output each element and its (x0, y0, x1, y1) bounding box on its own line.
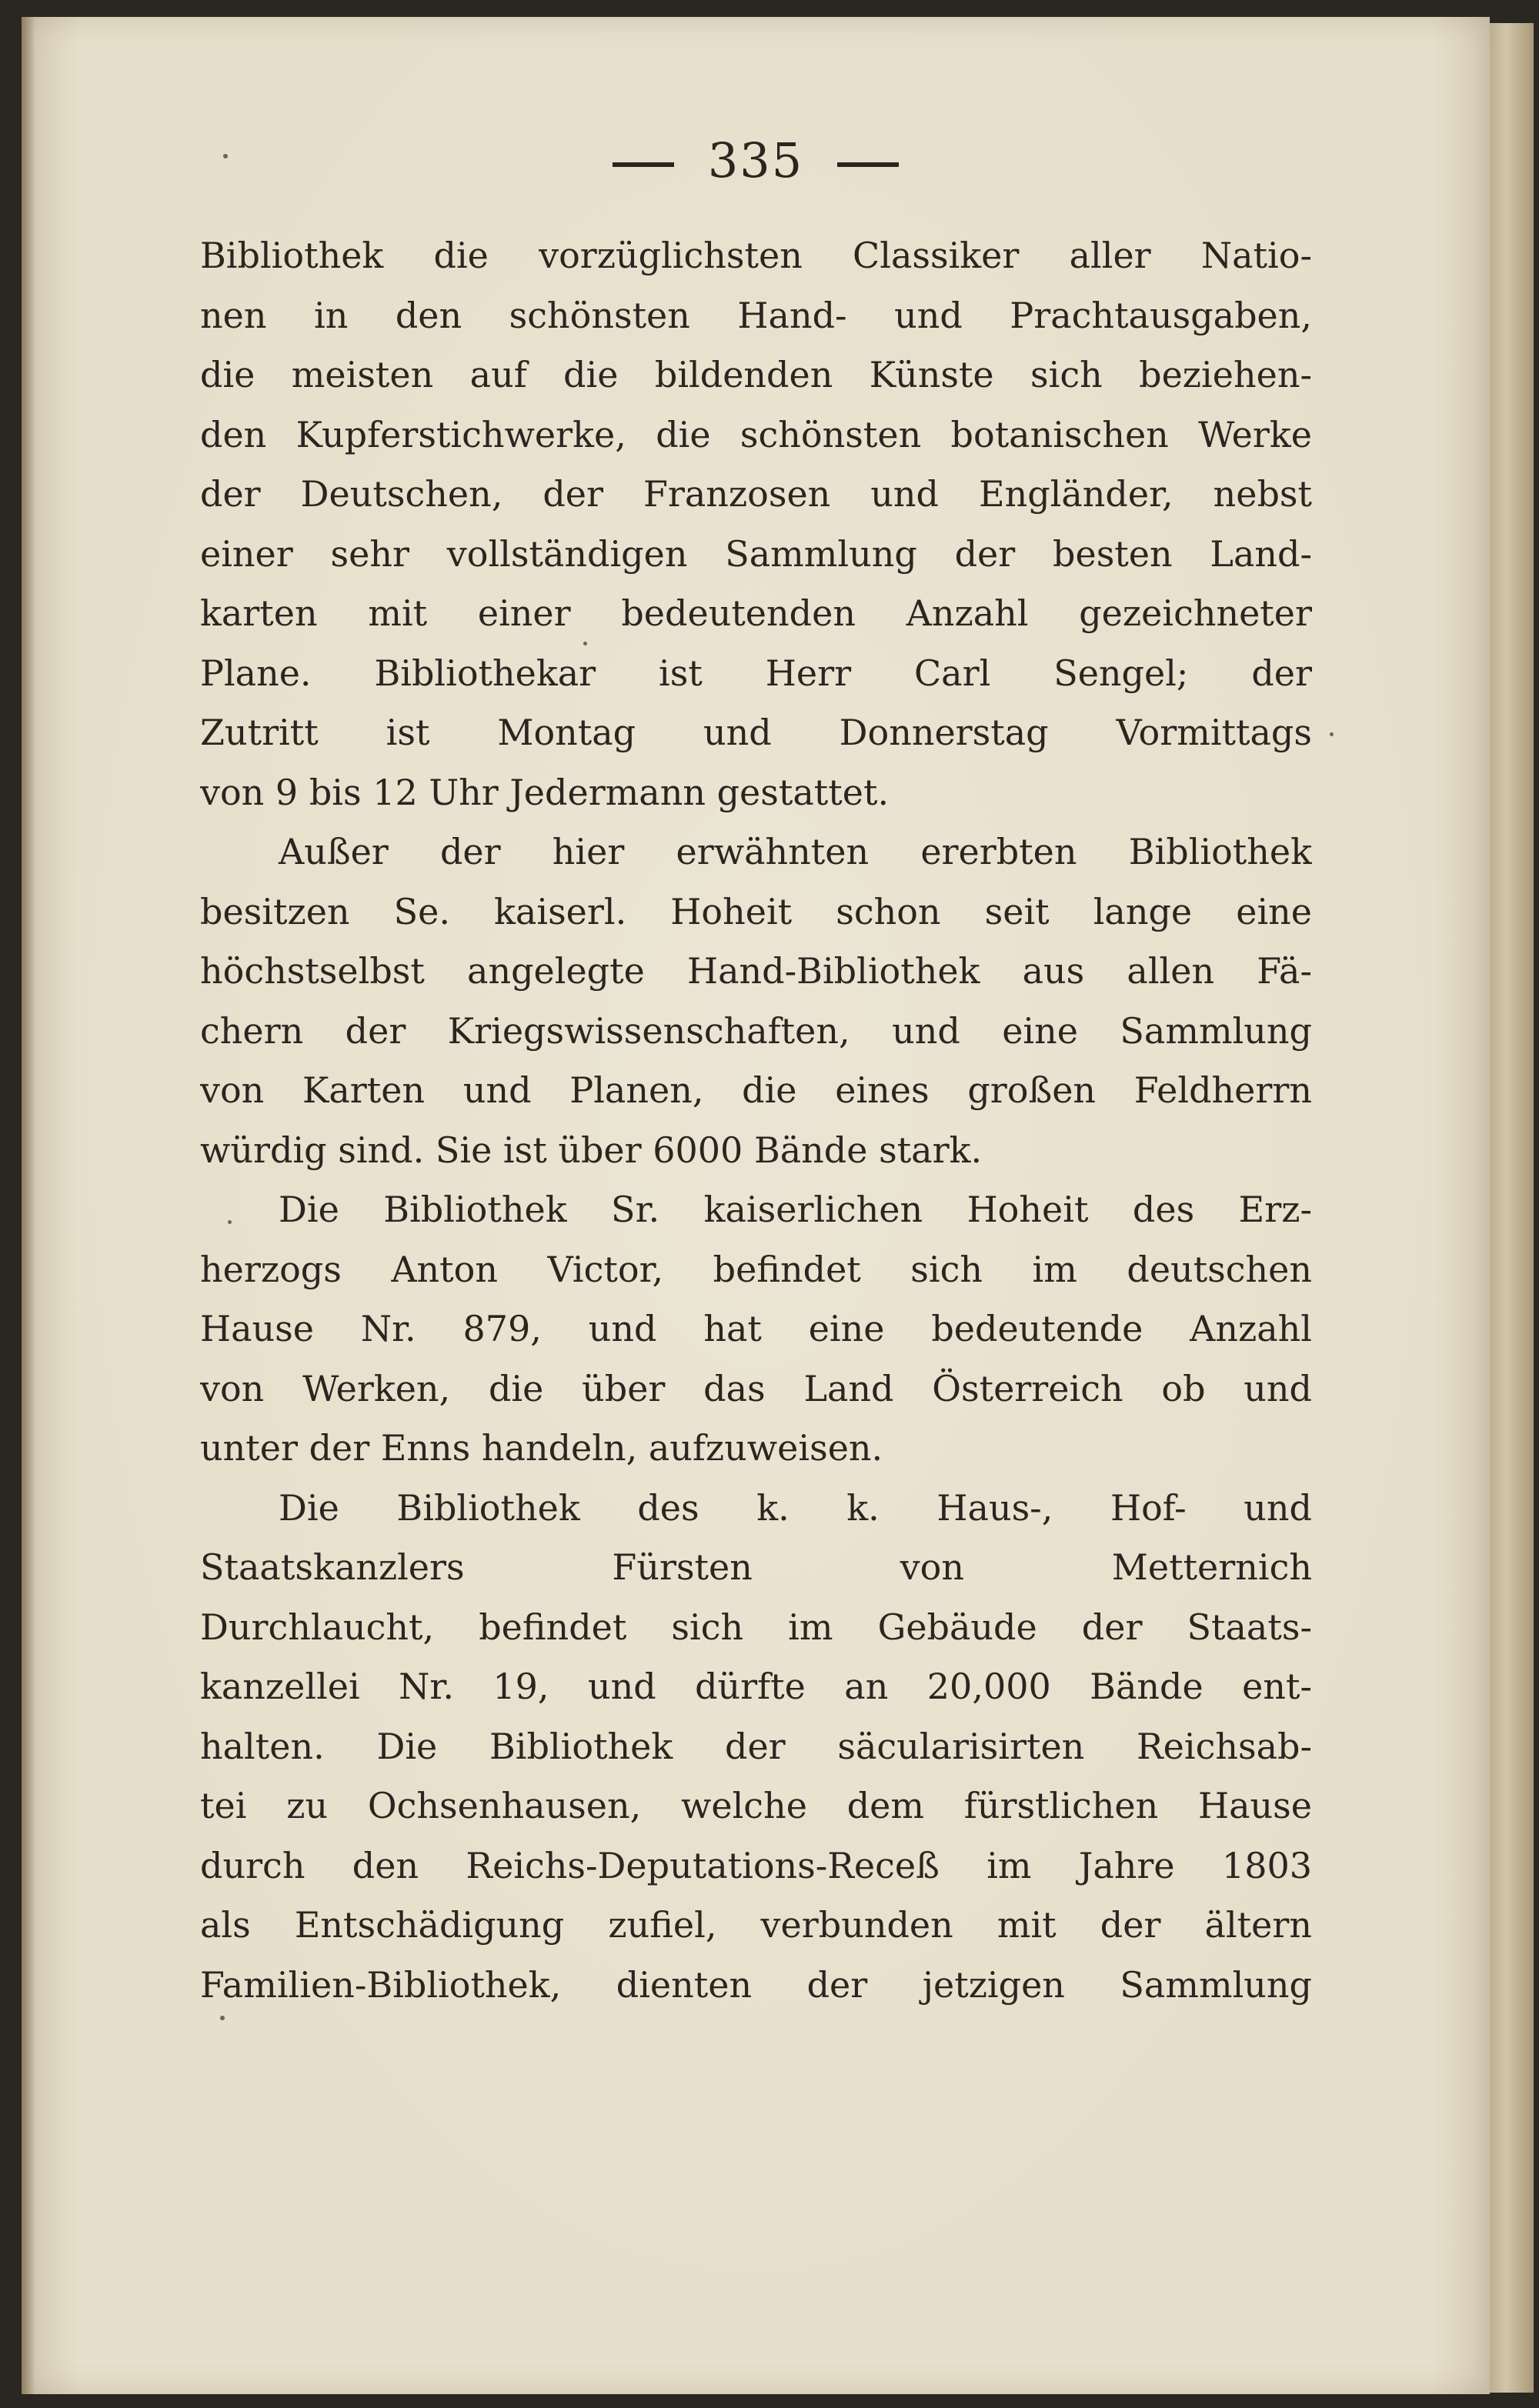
page-header (22, 132, 1490, 188)
text-line: würdig sind. Sie ist über 6000 Bände stark. (200, 1129, 983, 1171)
paper-speck (220, 2016, 225, 2020)
text-line: von 9 bis 12 Uhr Jedermann gestattet. (200, 771, 890, 813)
text-line: von Karten und Planen, die eines großen Feldherrn (200, 1069, 1312, 1111)
binding-gutter (22, 17, 35, 2394)
text-line: Bibliothek die vorzüglichsten Classiker aller Natio- (200, 235, 1312, 276)
text-line: der Deutschen, der Franzosen und Engländer, nebst (200, 473, 1312, 515)
page-number: 335 (707, 132, 804, 188)
paper-speck (583, 642, 587, 645)
text-line: chern der Kriegswissenschaften, und eine Sammlung (200, 1009, 1312, 1052)
text-line: halten. Die Bibliothek der säcularisirten Reichsab- (200, 1725, 1312, 1767)
body-text (200, 226, 1312, 2015)
paper-speck (228, 1220, 232, 1224)
text-line: karten mit einer bedeutenden Anzahl gezeichneter (200, 592, 1312, 634)
text-line: als Entschädigung zufiel, verbunden mit der ältern (200, 1904, 1312, 1946)
text-line: herzogs Anton Victor, befindet sich im deutschen (200, 1248, 1312, 1290)
text-line: die meisten auf die bildenden Künste sich beziehen- (200, 354, 1312, 395)
text-line: Hause Nr. 879, und hat eine bedeutende Anzahl (200, 1308, 1312, 1349)
paper-speck (223, 154, 228, 158)
text-line: durch den Reichs-Deputations-Receß im Jahre 1803 (200, 1844, 1312, 1886)
text-line: den Kupferstichwerke, die schönsten botanischen Werke (200, 413, 1312, 455)
paper-speck (1330, 732, 1334, 736)
text-line: Durchlaucht, befindet sich im Gebäude der Staats- (200, 1606, 1312, 1648)
text-line: einer sehr vollständigen Sammlung der besten Land- (200, 532, 1312, 575)
text-line: höchstselbst angelegte Hand-Bibliothek aus allen Fä- (200, 950, 1312, 992)
text-line: Zutritt ist Montag und Donnerstag Vormittags (200, 712, 1312, 753)
book-page (22, 17, 1490, 2394)
header-dash-left (613, 162, 674, 167)
text-line: Plane. Bibliothekar ist Herr Carl Sengel; der (200, 652, 1312, 694)
text-line: besitzen Se. kaiserl. Hoheit schon seit lange eine (200, 890, 1312, 932)
text-line: Außer der hier erwähnten ererbten Bibliothek (279, 831, 1312, 872)
text-line: Die Bibliothek des k. k. Haus-, Hof- und (279, 1486, 1312, 1529)
text-line: tei zu Ochsenhausen, welche dem fürstlichen Hause (200, 1785, 1312, 1826)
header-dash-right (837, 162, 899, 167)
text-line: Die Bibliothek Sr. kaiserlichen Hoheit des Erz- (279, 1189, 1312, 1230)
page-stack-edge (1485, 23, 1534, 2393)
text-line: nen in den schönsten Hand- und Prachtausgaben, (200, 294, 1312, 336)
text-line: Familien-Bibliothek, dienten der jetzigen Sammlung (200, 1963, 1312, 2006)
text-line: Staatskanzlers Fürsten von Metternich (200, 1546, 1312, 1588)
text-line: unter der Enns handeln, aufzuweisen. (200, 1427, 883, 1469)
text-line: kanzellei Nr. 19, und dürfte an 20,000 Bände ent- (200, 1666, 1312, 1707)
text-line: von Werken, die über das Land Österreich ob und (200, 1367, 1312, 1409)
